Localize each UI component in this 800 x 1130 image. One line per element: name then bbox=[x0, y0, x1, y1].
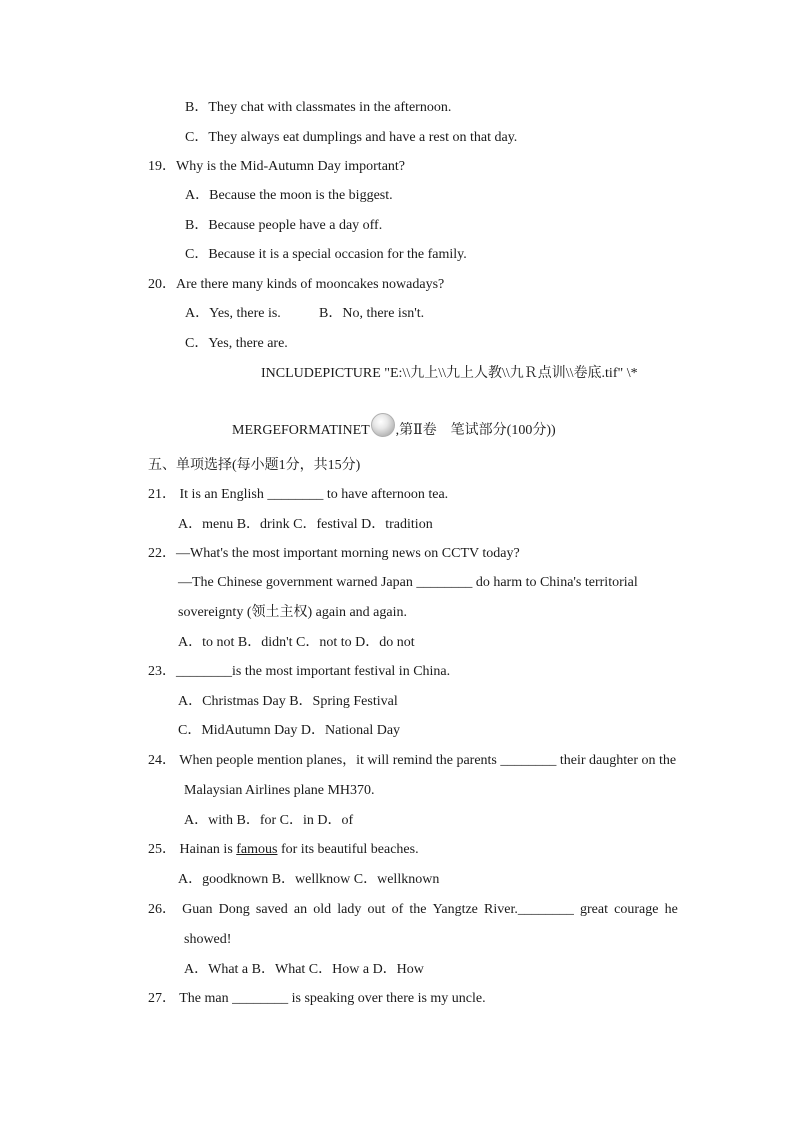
q26-word: saved bbox=[255, 902, 288, 917]
q26-line2: showed! bbox=[184, 932, 232, 947]
q20-option-c: C．Yes, there are. bbox=[185, 336, 288, 351]
q26-word: lady bbox=[337, 902, 362, 917]
q26-stem bbox=[148, 901, 678, 919]
q26-word: he bbox=[664, 902, 678, 917]
q20-stem: 20．Are there many kinds of mooncakes nowadays? bbox=[148, 277, 445, 292]
q21-options: A．menu B．drink C．festival D．tradition bbox=[178, 517, 433, 532]
q25-underlined-word: famous bbox=[236, 842, 278, 857]
q25-stem bbox=[148, 841, 419, 859]
q26-word: old bbox=[313, 902, 332, 917]
q25-stem-start: 25． Hainan is bbox=[148, 842, 237, 857]
q22-stem: 22．—What's the most important morning news on CCTV today? bbox=[148, 546, 520, 561]
q24-stem: 24． When people mention planes，it will remind the parents ________ their daughter on the bbox=[148, 753, 677, 768]
field-code-merge: MERGEFORMATINET bbox=[232, 423, 370, 438]
q26-word: of bbox=[391, 902, 404, 917]
q18-option-c: C．They always eat dumplings and have a rest on that day. bbox=[185, 130, 518, 145]
q24-line2: Malaysian Airlines plane MH370. bbox=[184, 783, 375, 798]
paper-part-two-heading: ,第Ⅱ卷 笔试部分(100分)) bbox=[395, 423, 556, 438]
q25-options: A．goodknown B．wellknow C．wellknown bbox=[178, 872, 440, 887]
q21-stem: 21． It is an English ________ to have afternoon tea. bbox=[148, 487, 449, 502]
q24-options: A．with B．for C．in D．of bbox=[184, 813, 354, 828]
q26-options: A．What a B．What C．How a D．How bbox=[184, 962, 424, 977]
q22-line2: —The Chinese government warned Japan ________ do harm to China's territorial bbox=[178, 575, 638, 590]
q26-word: Dong bbox=[218, 902, 250, 917]
q26-word: River.________ bbox=[484, 902, 574, 917]
q23-stem: 23．________is the most important festival in China. bbox=[148, 664, 451, 679]
q22-line3: sovereignty (领土主权) again and again. bbox=[178, 605, 407, 620]
q26-word: the bbox=[409, 902, 427, 917]
q19-option-c: C．Because it is a special occasion for the family. bbox=[185, 247, 467, 262]
q23-options-2: C．MidAutumn Day D．National Day bbox=[178, 723, 401, 738]
q23-options-1: A．Christmas Day B．Spring Festival bbox=[178, 694, 398, 709]
q26-word: Yangtze bbox=[432, 902, 478, 917]
q18-option-b: B．They chat with classmates in the afternoon. bbox=[185, 100, 452, 115]
q26-word: 26． bbox=[148, 902, 176, 917]
q20-option-a: A．Yes, there is. bbox=[185, 306, 281, 321]
field-code-line2 bbox=[232, 413, 556, 440]
q19-stem: 19．Why is the Mid-Autumn Day important? bbox=[148, 159, 406, 174]
q20-option-b: B．No, there isn't. bbox=[319, 306, 425, 321]
q19-option-a: A．Because the moon is the biggest. bbox=[185, 188, 393, 203]
q26-word: an bbox=[293, 902, 308, 917]
q25-stem-end: for its beautiful beaches. bbox=[277, 842, 419, 857]
section-five-heading: 五、单项选择(每小题1分，共15分) bbox=[148, 458, 361, 473]
disc-image-icon bbox=[371, 413, 395, 437]
q26-word: great bbox=[580, 902, 608, 917]
q26-word: out bbox=[367, 902, 386, 917]
q26-word: courage bbox=[614, 902, 659, 917]
q27-stem: 27． The man ________ is speaking over there is my uncle. bbox=[148, 991, 486, 1006]
q22-options: A．to not B．didn't C．not to D．do not bbox=[178, 635, 415, 650]
field-code-line1: INCLUDEPICTURE "E:\\九上\\九上人教\\九Ｒ点训\\卷底.tif" \* bbox=[261, 366, 638, 381]
q26-word: Guan bbox=[182, 902, 213, 917]
q19-option-b: B．Because people have a day off. bbox=[185, 218, 383, 233]
